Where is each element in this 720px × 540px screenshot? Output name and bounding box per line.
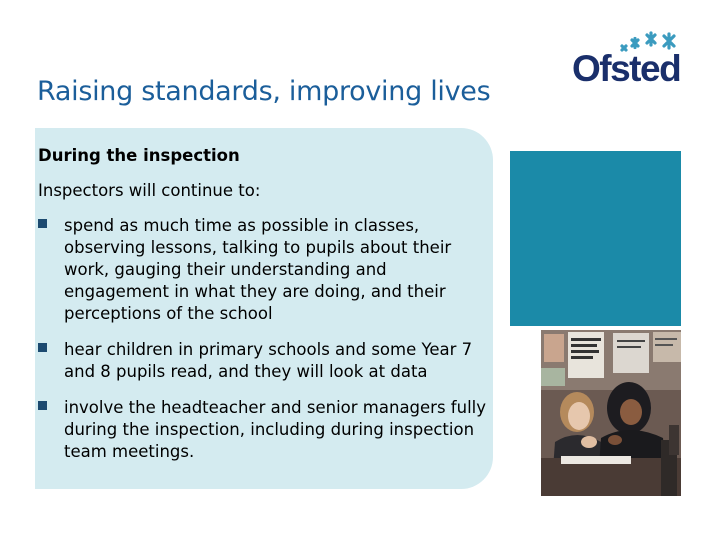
intro-text: Inspectors will continue to: bbox=[38, 181, 261, 200]
content-area bbox=[38, 145, 498, 477]
bullet-item bbox=[38, 215, 498, 325]
logo-wordmark: Ofsted bbox=[572, 48, 681, 89]
accent-block bbox=[510, 151, 681, 326]
bullet-item bbox=[38, 397, 498, 463]
bullet-text: spend as much time as possible in classes, observing lessons, talking to pupils about their work, gauging their understanding and engagement in what they are doing, and their perceptions of the school bbox=[64, 216, 452, 323]
bullet-item bbox=[38, 339, 498, 383]
square-bullet-icon bbox=[38, 219, 47, 228]
slide-title: Raising standards, improving lives bbox=[37, 76, 491, 107]
classroom-photo bbox=[541, 330, 681, 496]
ofsted-logo bbox=[568, 30, 686, 92]
section-heading: During the inspection bbox=[38, 146, 240, 165]
classroom-photo-illustration bbox=[541, 330, 681, 496]
square-bullet-icon bbox=[38, 401, 47, 410]
bullet-text: involve the headteacher and senior managers fully during the inspection, including during inspection team meetings. bbox=[64, 398, 487, 461]
bullet-list bbox=[38, 215, 498, 463]
square-bullet-icon bbox=[38, 343, 47, 352]
bullet-text: hear children in primary schools and some Year 7 and 8 pupils read, and they will look at data bbox=[64, 340, 473, 381]
